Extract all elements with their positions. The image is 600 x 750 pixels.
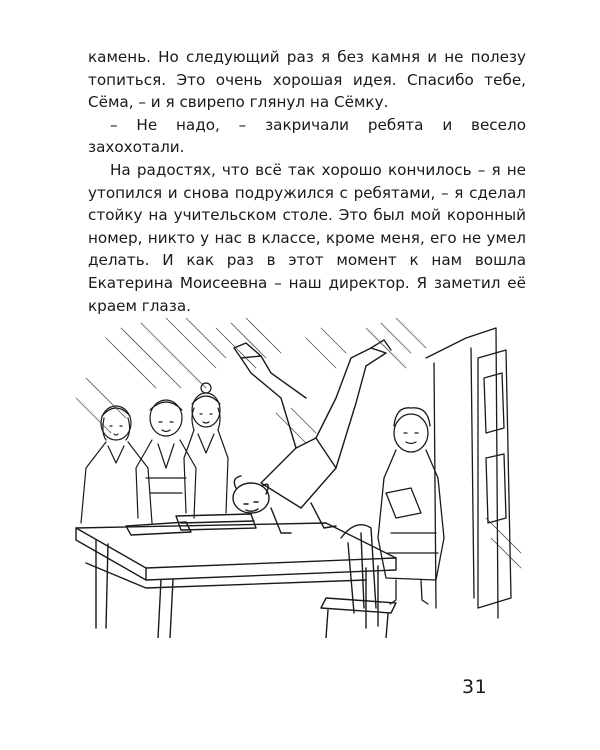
text-block <box>88 46 526 317</box>
student-2 <box>136 400 196 518</box>
desk <box>76 514 396 638</box>
student-3 <box>184 383 228 513</box>
doorway <box>426 328 511 618</box>
page-number: 31 <box>462 676 488 698</box>
paragraph-3: На радостях, что всё так хорошо кончилось – я не утопился и снова подружился с ребятами, – я сделал стойку на учительском столе. Это был мой коронный номер, никто у нас в классе, кроме меня, его не умел делать. И как раз в этот момент к нам вошла Екатерина Моисеевна – наш директор. Я заметил её краем глаза. <box>88 160 526 315</box>
paragraph-1: камень. Но следующий раз я без камня и не полезу топиться. Это очень хорошая идея. Спасибо тебе, Сёма, – и я свирепо глянул на Сёмку. <box>88 48 526 112</box>
background-hatching <box>76 318 521 568</box>
student-1 <box>81 406 152 523</box>
paragraph-2: – Не надо, – закричали ребята и весело захохотали. <box>88 115 526 157</box>
classroom-illustration <box>66 318 536 638</box>
handstand-boy <box>233 340 391 533</box>
